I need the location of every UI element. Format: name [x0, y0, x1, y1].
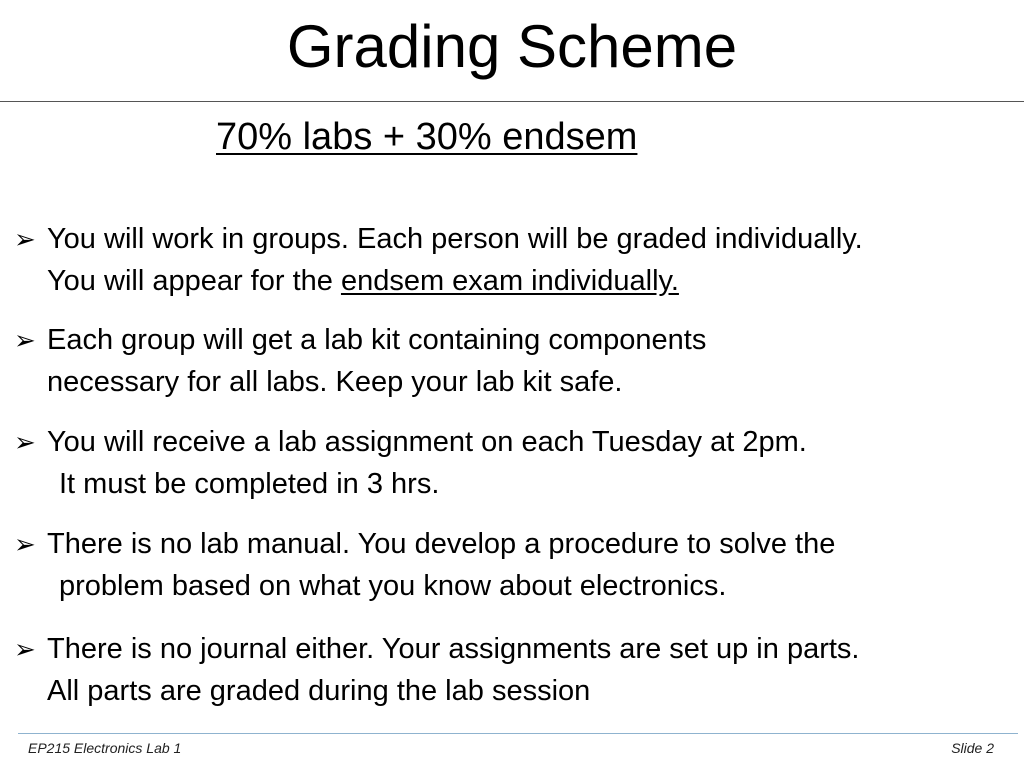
bullet-lab-kit	[14, 319, 706, 403]
bullet-groups	[14, 218, 863, 302]
title-divider	[0, 101, 1024, 102]
bullet-lab-manual	[14, 523, 835, 607]
bullet-journal	[14, 628, 859, 712]
bullet-line	[14, 218, 863, 260]
arrow-bullet-icon: ➢	[14, 635, 36, 665]
footer-divider	[18, 733, 1018, 734]
bullet-line	[14, 523, 835, 565]
bullet-text: There is no journal either. Your assignments are set up in parts.	[47, 633, 860, 665]
bullet-line	[14, 670, 859, 712]
arrow-bullet-icon: ➢	[14, 428, 36, 458]
bullet-line	[14, 421, 807, 463]
bullet-line	[14, 319, 706, 361]
bullet-emphasis: endsem exam individually.	[340, 265, 679, 297]
bullet-line	[14, 463, 807, 505]
bullet-assignment	[14, 421, 807, 505]
arrow-bullet-icon: ➢	[14, 326, 36, 356]
bullet-line	[14, 565, 835, 607]
bullet-text: You will appear for the	[47, 265, 341, 297]
bullet-text: Each group will get a lab kit containing components	[47, 324, 707, 356]
footer-course: EP215 Electronics Lab 1	[28, 740, 182, 756]
bullet-line	[14, 361, 706, 403]
footer-slide-number: Slide 2	[951, 740, 994, 756]
arrow-bullet-icon: ➢	[14, 530, 36, 560]
bullet-text: It must be completed in 3 hrs.	[59, 468, 440, 500]
bullet-text: You will work in groups. Each person will be graded individually.	[47, 223, 863, 255]
bullet-line	[14, 260, 863, 302]
bullet-text: There is no lab manual. You develop a procedure to solve the	[47, 528, 836, 560]
bullet-text: All parts are graded during the lab session	[47, 675, 591, 707]
bullet-text: You will receive a lab assignment on each Tuesday at 2pm.	[47, 426, 807, 458]
arrow-bullet-icon: ➢	[14, 225, 36, 255]
bullet-text: necessary for all labs. Keep your lab kit safe.	[47, 366, 623, 398]
slide-title: Grading Scheme	[286, 13, 738, 80]
bullet-text: problem based on what you know about electronics.	[59, 570, 727, 602]
grading-formula: 70% labs + 30% endsem	[216, 116, 638, 158]
bullet-line	[14, 628, 859, 670]
